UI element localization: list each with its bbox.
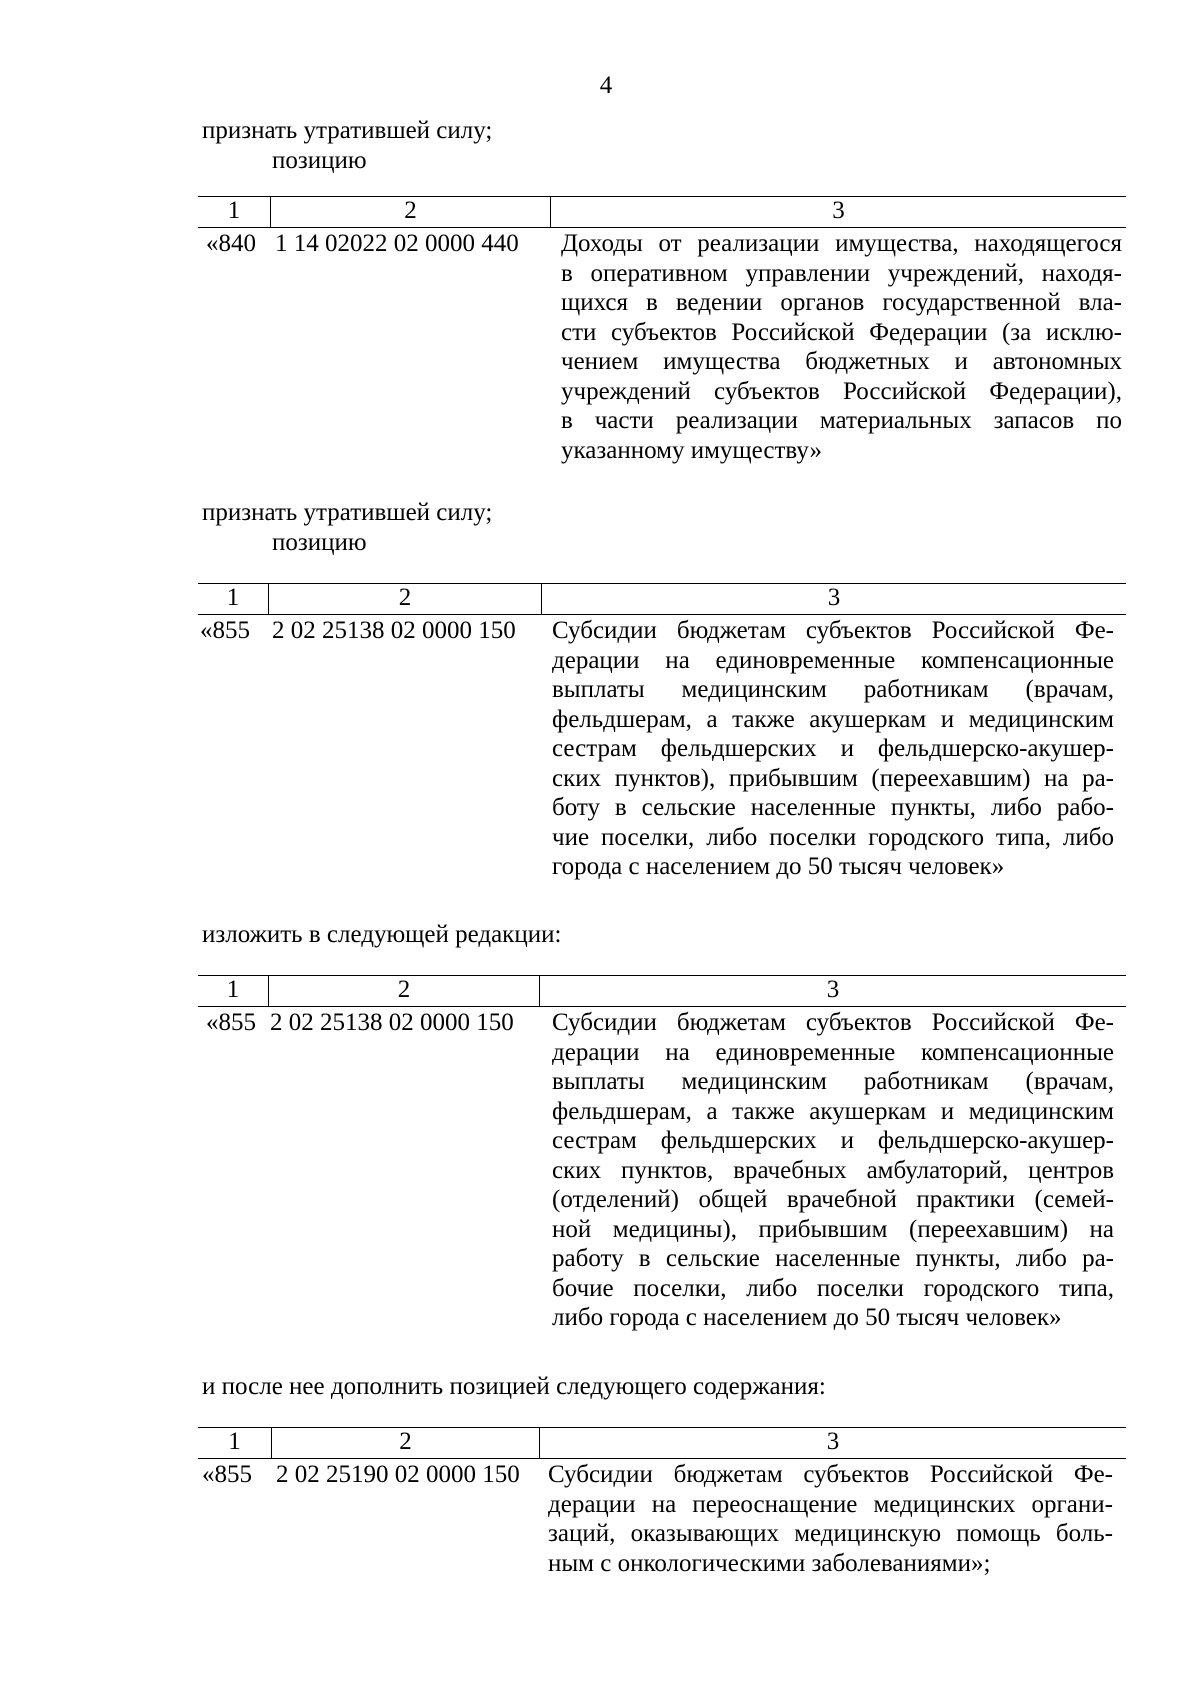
instruction-text: признать утратившей силу; <box>202 499 493 526</box>
description-line: указанному имуществу» <box>561 436 822 464</box>
code-table <box>198 583 1126 882</box>
description-line: выплаты медицинским работникам (врачам, <box>552 676 1114 703</box>
table-header-row <box>198 196 1126 228</box>
header-cell: 3 <box>539 976 1126 1006</box>
description-line: бочие поселки, либо поселки городского типа, <box>552 1274 1114 1302</box>
admin-code: «855 <box>200 617 250 644</box>
table-row <box>198 1459 1126 1578</box>
description-line: Доходы от реализации имущества, находящегося <box>561 230 1122 257</box>
instruction-text: позицию <box>272 147 367 174</box>
description-line: дерации на единовременные компенсационные <box>552 1038 1114 1066</box>
subsidy-description <box>552 1008 1114 1333</box>
page-number: 4 <box>599 72 613 99</box>
description-line: боту в сельские населенные пункты, либо рабо- <box>552 794 1114 821</box>
description-line: заций, оказывающих медицинскую помощь боль- <box>548 1520 1113 1547</box>
description-line: в части реализации материальных запасов по <box>561 407 1122 434</box>
subsidy-description <box>552 616 1114 882</box>
budget-code: 2 02 25190 02 0000 150 <box>276 1461 520 1488</box>
income-description <box>561 229 1122 465</box>
admin-code: «840 <box>206 230 256 257</box>
header-cell: 1 <box>226 976 240 1003</box>
description-line: дерации на единовременные компенсационные <box>552 646 1114 674</box>
table-row <box>198 1007 1126 1333</box>
header-cell: 2 <box>268 584 541 614</box>
description-line: учреждений субъектов Российской Федерации), <box>561 377 1122 405</box>
instruction-text: позицию <box>272 529 367 556</box>
header-cell: 3 <box>541 584 1126 614</box>
code-table <box>198 1427 1126 1578</box>
description-line: чением имущества бюджетных и автономных <box>561 348 1122 375</box>
description-line: ным с онкологическими заболеваниями»; <box>548 1549 991 1577</box>
description-line: ной медицины), прибывшим (переехавшим) на <box>552 1215 1114 1243</box>
header-cell: 1 <box>226 584 240 611</box>
instruction-text: изложить в следующей редакции: <box>202 921 562 948</box>
code-table <box>198 196 1126 465</box>
description-line: фельдшерам, а также акушеркам и медицинским <box>552 1097 1114 1125</box>
description-line: работу в сельские населенные пункты, либо ра- <box>552 1245 1114 1272</box>
header-cell: 2 <box>270 197 550 227</box>
instruction-text: признать утратившей силу; <box>202 117 493 144</box>
table-header-row <box>198 1427 1126 1459</box>
instruction-text: и после нее дополнить позицией следующего содержания: <box>202 1373 826 1400</box>
header-cell: 3 <box>539 1428 1126 1458</box>
table-header-row <box>198 975 1126 1007</box>
description-line: дерации на переоснащение медицинских органи- <box>548 1490 1113 1518</box>
budget-code: 2 02 25138 02 0000 150 <box>270 1009 514 1036</box>
table-header-row <box>198 583 1126 615</box>
table-row <box>198 228 1126 465</box>
description-line: выплаты медицинским работникам (врачам, <box>552 1068 1114 1095</box>
description-line: Субсидии бюджетам субъектов Российской Фе- <box>552 1009 1114 1036</box>
subsidy-description <box>548 1460 1113 1578</box>
description-line: щихся в ведении органов государственной вла- <box>561 289 1122 316</box>
description-line: города с населением до 50 тысяч человек» <box>552 853 1005 880</box>
table-row <box>198 615 1126 882</box>
description-line: Субсидии бюджетам субъектов Российской Фе- <box>552 617 1114 644</box>
description-line: либо города с населением до 50 тысяч человек» <box>552 1304 1062 1331</box>
budget-code: 1 14 02022 02 0000 440 <box>275 230 519 257</box>
header-cell: 2 <box>268 976 539 1006</box>
description-line: сти субъектов Российской Федерации (за исклю- <box>561 318 1122 346</box>
budget-code: 2 02 25138 02 0000 150 <box>272 617 516 644</box>
description-line: сестрам фельдшерских и фельдшерско-акушер- <box>552 1127 1114 1154</box>
description-line: ских пунктов), прибывшим (переехавшим) на ра- <box>552 764 1114 792</box>
description-line: (отделений) общей врачебной практики (семей- <box>552 1186 1114 1213</box>
admin-code: «855 <box>202 1461 252 1488</box>
description-line: фельдшерам, а также акушеркам и медицинским <box>552 705 1114 733</box>
header-cell: 2 <box>271 1428 539 1458</box>
admin-code: «855 <box>206 1009 256 1036</box>
header-cell: 1 <box>227 197 241 224</box>
description-line: чие поселки, либо поселки городского типа, либо <box>552 823 1114 851</box>
header-cell: 1 <box>228 1428 241 1455</box>
code-table <box>198 975 1126 1333</box>
description-line: Субсидии бюджетам субъектов Российской Фе- <box>548 1461 1113 1488</box>
description-line: в оперативном управлении учреждений, находя- <box>561 259 1122 287</box>
description-line: ских пунктов, врачебных амбулаторий, центров <box>552 1156 1114 1184</box>
description-line: сестрам фельдшерских и фельдшерско-акушер- <box>552 735 1114 762</box>
header-cell: 3 <box>550 197 1126 227</box>
